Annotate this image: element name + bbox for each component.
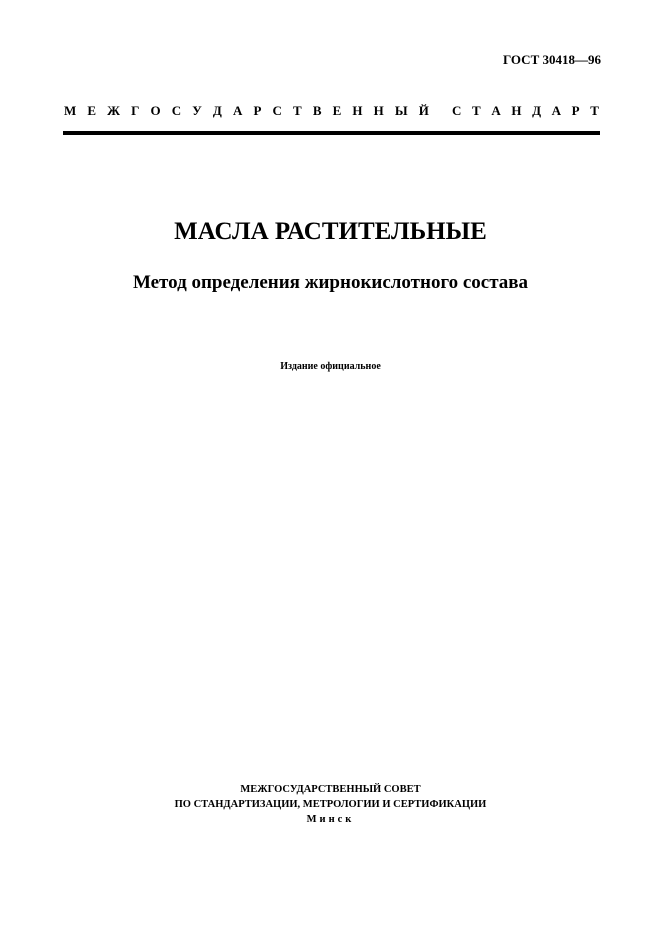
edition-note: Издание официальное — [280, 361, 381, 372]
document-code: ГОСТ 30418—96 — [502, 52, 601, 67]
publisher-block — [0, 782, 661, 827]
publisher-line-1: МЕЖГОСУДАРСТВЕННЫЙ СОВЕТ — [240, 784, 421, 795]
page-title: МАСЛА РАСТИТЕЛЬНЫЕ — [174, 218, 487, 245]
publisher-line-2: ПО СТАНДАРТИЗАЦИИ, МЕТРОЛОГИИ И СЕРТИФИКАЦИИ — [174, 799, 487, 810]
publisher-city: Минск — [306, 814, 355, 825]
standard-header — [64, 103, 599, 119]
header-word-standard: С Т А Н Д А Р Т — [452, 103, 599, 118]
header-word-interstate: М Е Ж Г О С У Д А Р С Т В Е Н Н Ы Й — [64, 103, 429, 118]
header-rule — [63, 131, 600, 135]
page-subtitle: Метод определения жирнокислотного состава — [132, 272, 529, 293]
